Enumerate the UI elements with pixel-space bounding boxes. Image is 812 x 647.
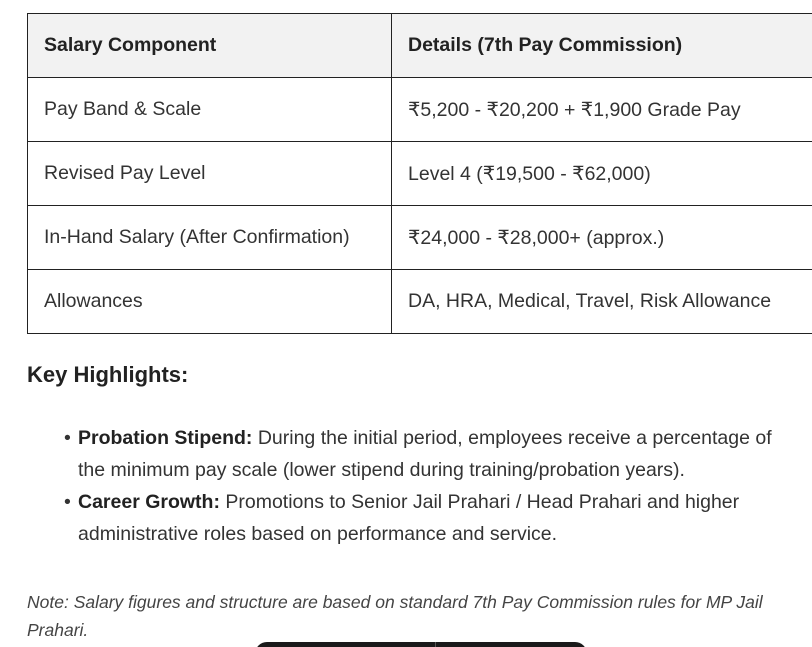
table-header-cell: Salary Component bbox=[28, 14, 392, 78]
table-cell-details: ₹24,000 - ₹28,000+ (approx.) bbox=[392, 206, 812, 270]
list-item-text: During the initial period, employees receive a percentage of the minimum pay scale (lower stipend during training/probation years). bbox=[78, 427, 772, 481]
table-header-cell: Details (7th Pay Commission) bbox=[392, 14, 812, 78]
table-row bbox=[28, 270, 812, 334]
table-cell-details: ₹5,200 - ₹20,200 + ₹1,900 Grade Pay bbox=[392, 78, 812, 142]
list-item bbox=[64, 422, 804, 486]
bullet-icon: • bbox=[64, 427, 71, 449]
table-cell-component: Revised Pay Level bbox=[28, 142, 392, 206]
action-bar-divider bbox=[435, 642, 436, 647]
table-cell-component: Pay Band & Scale bbox=[28, 78, 392, 142]
floating-action-bar[interactable] bbox=[255, 642, 587, 647]
list-item-text: Promotions to Senior Jail Prahari / Head Prahari and higher administrative roles based on performance and service. bbox=[78, 491, 740, 545]
highlights-heading: Key Highlights: bbox=[27, 362, 189, 387]
table-cell-component: In-Hand Salary (After Confirmation) bbox=[28, 206, 392, 270]
list-item-title: Probation Stipend: bbox=[78, 427, 253, 449]
table-row bbox=[28, 142, 812, 206]
salary-note: Note: Salary figures and structure are based on standard 7th Pay Commission rules for MP Jail Prahari. bbox=[27, 592, 763, 640]
list-item bbox=[64, 486, 804, 550]
bullet-icon: • bbox=[64, 491, 71, 513]
table-row bbox=[28, 78, 812, 142]
salary-table bbox=[27, 13, 812, 334]
table-row bbox=[28, 206, 812, 270]
table-header-row bbox=[28, 14, 812, 78]
table-cell-details: Level 4 (₹19,500 - ₹62,000) bbox=[392, 142, 812, 206]
table-cell-component: Allowances bbox=[28, 270, 392, 334]
table-cell-details: DA, HRA, Medical, Travel, Risk Allowance bbox=[392, 270, 812, 334]
highlights-list bbox=[64, 422, 804, 550]
list-item-title: Career Growth: bbox=[78, 491, 220, 513]
